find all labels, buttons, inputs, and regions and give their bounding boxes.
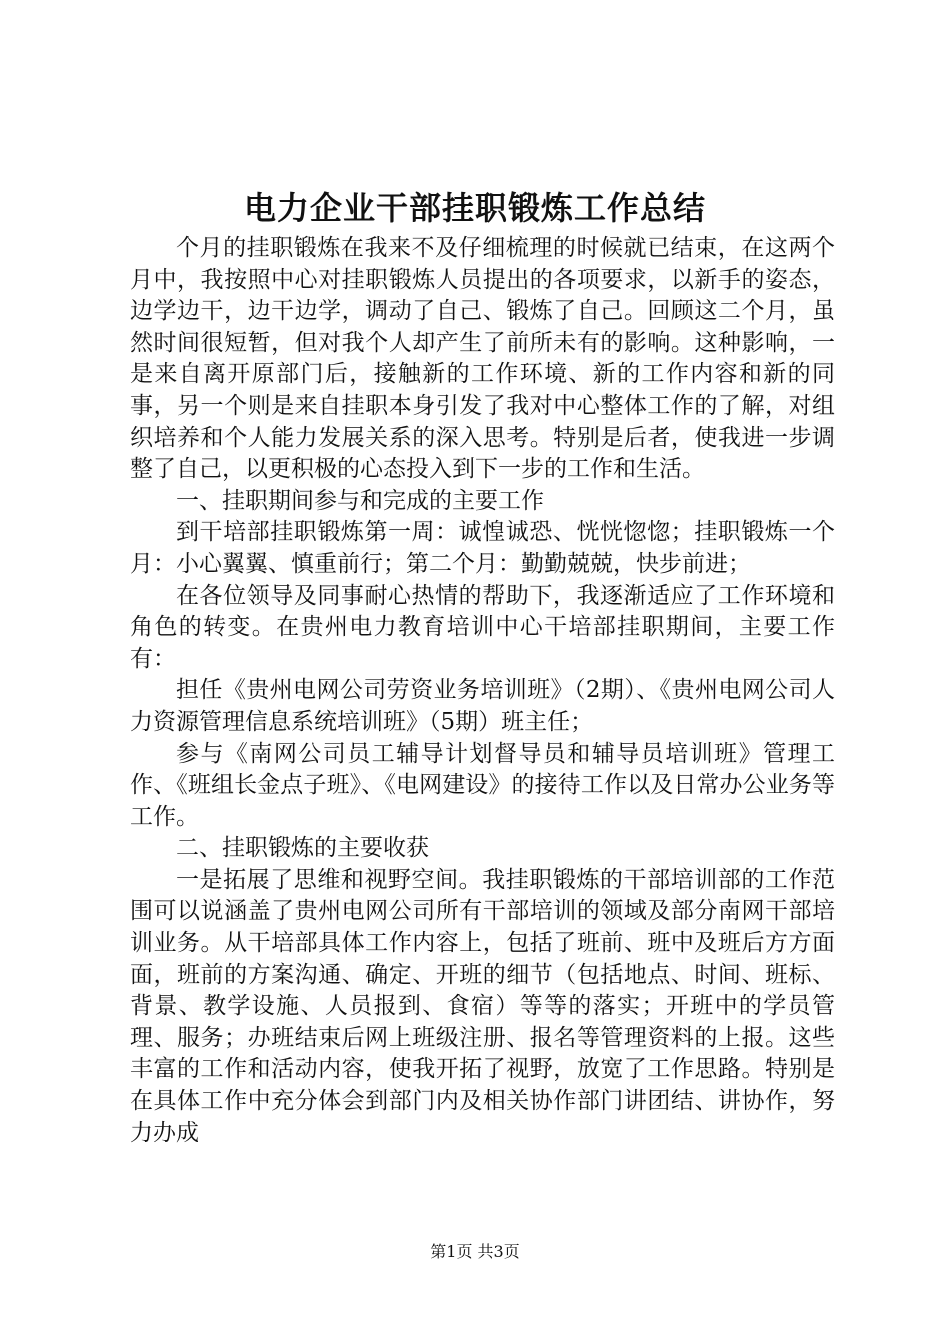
page-number-footer: 第1页 共3页: [430, 1242, 520, 1261]
body-paragraph: 参与《南网公司员工辅导计划督导员和辅导员培训班》管理工作、《班组长金点子班》、《电网建设》的接待工作以及日常办公业务等工作。: [130, 740, 835, 830]
body-paragraph: 在各位领导及同事耐心热情的帮助下，我逐渐适应了工作环境和角色的转变。在贵州电力教育培训中心干培部挂职期间，主要工作有：: [130, 582, 835, 672]
section-heading-2: 二、挂职锻炼的主要收获: [176, 835, 429, 862]
document-body: [130, 233, 835, 1149]
body-paragraph: 担任《贵州电网公司劳资业务培训班》（2期）、《贵州电网公司人力资源管理信息系统培训班》（5期）班主任；: [130, 677, 835, 735]
section-heading-1: 一、挂职期间参与和完成的主要工作: [176, 487, 544, 514]
body-paragraph: 到干培部挂职锻炼第一周：诚惶诚恐、恍恍惚惚；挂职锻炼一个月：小心翼翼、慎重前行；第二个月：勤勤兢兢，快步前进；: [130, 519, 835, 577]
document-title: 电力企业干部挂职锻炼工作总结: [243, 189, 706, 227]
intro-paragraph: 个月的挂职锻炼在我来不及仔细梳理的时候就已结束，在这两个月中，我按照中心对挂职锻炼人员提出的各项要求，以新手的姿态，边学边干，边干边学，调动了自己、锻炼了自己。回顾这二个月，虽然时间很短暂，但对我个人却产生了前所未有的影响。这种影响，一是来自离开原部门后，接触新的工作环境、新的工作内容和新的同事，另一个则是来自挂职本身引发了我对中心整体工作的了解，对组织培养和个人能力发展关系的深入思考。特别是后者，使我进一步调整了自己，以更积极的心态投入到下一步的工作和生活。: [130, 235, 835, 483]
body-paragraph: 一是拓展了思维和视野空间。我挂职锻炼的干部培训部的工作范围可以说涵盖了贵州电网公司所有干部培训的领域及部分南网干部培训业务。从干培部具体工作内容上，包括了班前、班中及班后方方面面，班前的方案沟通、确定、开班的细节（包括地点、时间、班标、背景、教学设施、人员报到、食宿）等等的落实；开班中的学员管理、服务；办班结束后网上班级注册、报名等管理资料的上报。这些丰富的工作和活动内容，使我开拓了视野，放宽了工作思路。特别是在具体工作中充分体会到部门内及相关协作部门讲团结、讲协作，努力办成: [130, 866, 835, 1146]
